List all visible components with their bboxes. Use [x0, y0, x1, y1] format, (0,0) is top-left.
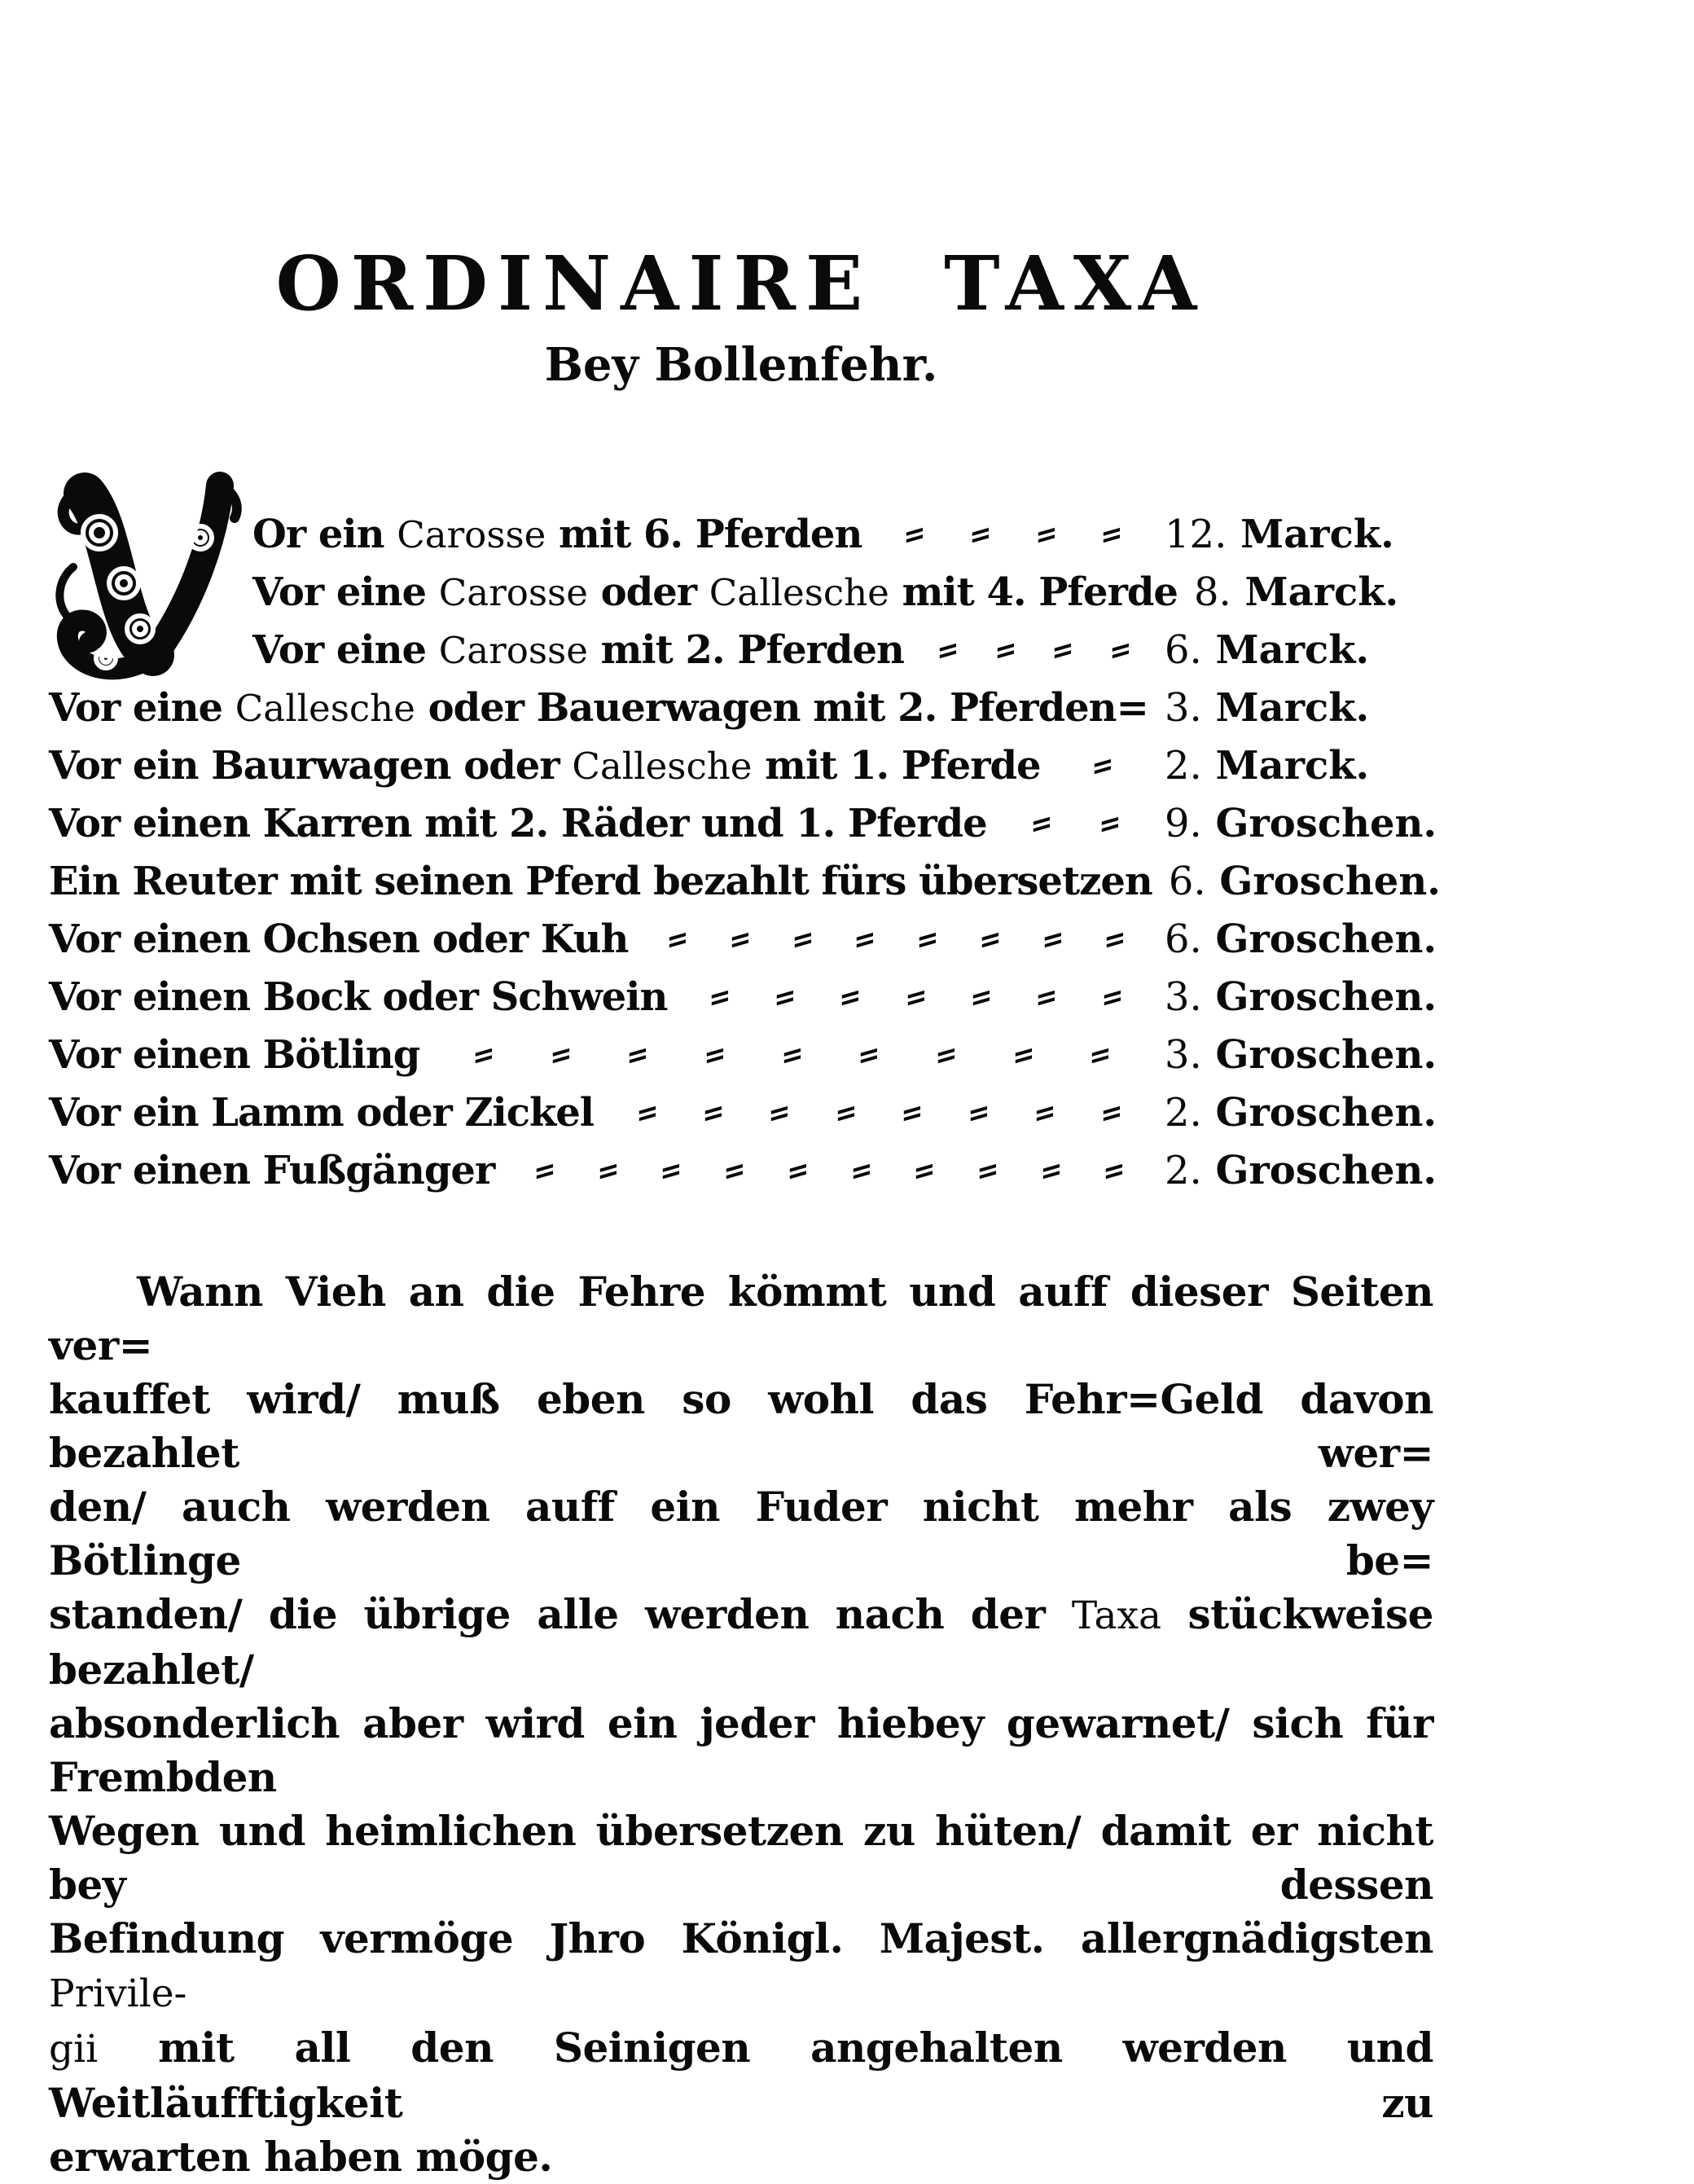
- paragraph-line: Befindung vermöge Jhro Königl. Majest. allergnädigsten Privile-: [49, 1914, 1433, 2016]
- leader-mark: =: [901, 1091, 924, 1134]
- leader-marks: [494, 1149, 1165, 1192]
- leader-mark: =: [1108, 628, 1132, 671]
- leader-mark: =: [849, 1149, 872, 1192]
- leader-mark: =: [550, 1033, 573, 1076]
- leader-mark: =: [839, 975, 862, 1018]
- leader-mark: =: [1103, 1149, 1126, 1192]
- leader-mark: =: [533, 1149, 556, 1192]
- woodcut-initial-illustration: [49, 469, 252, 679]
- leader-mark: =: [1100, 512, 1123, 556]
- tariff-item-label: Vor ein Baurwagen oder Callesche mit 1. Pferde: [49, 742, 1041, 789]
- leader-mark: =: [970, 975, 993, 1018]
- leader-mark: =: [666, 917, 689, 960]
- tariff-price: 3. Marck.: [1165, 684, 1370, 731]
- page-title: ORDINAIRE TAXA: [275, 239, 1207, 327]
- tariff-price: 3. Groschen.: [1165, 1031, 1437, 1078]
- leader-mark: =: [969, 512, 992, 556]
- leader-mark: =: [1099, 1091, 1123, 1134]
- page-subtitle: Bey Bollenfehr.: [544, 337, 938, 392]
- leader-mark: =: [768, 1091, 791, 1134]
- tariff-row: [49, 1026, 1437, 1084]
- paragraph-line: Wann Vieh an die Fehre kömmt und auff dieser Seiten ver=: [49, 1267, 1433, 1369]
- tariff-list: [49, 506, 1441, 1200]
- leader-mark: =: [976, 1149, 999, 1192]
- paragraph-line: gii mit all den Seinigen angehalten werden und Weitläufftigkeit zu: [49, 2023, 1433, 2127]
- leader-mark: =: [1034, 1091, 1056, 1134]
- leader-mark: =: [781, 1033, 804, 1076]
- paragraph-line: absonderlich aber wird ein jeder hiebey gewarnet/ sich für Frembden: [49, 1698, 1433, 1801]
- leader-mark: =: [723, 1149, 746, 1192]
- tariff-price: 2. Groschen.: [1165, 1147, 1437, 1193]
- leader-mark: =: [597, 1149, 620, 1192]
- paragraph-line: Wegen und heimlichen übersetzen zu hüten/ damit er nicht bey dessen: [49, 1806, 1433, 1909]
- leader-mark: =: [1034, 512, 1058, 556]
- tariff-item-label: Vor eine Callesche oder Bauerwagen mit 2. Pferden=: [49, 684, 1148, 731]
- leader-mark: =: [1041, 917, 1064, 960]
- tariff-item-label: Vor ein Lamm oder Zickel: [49, 1089, 595, 1136]
- tariff-price: 3. Groschen.: [1165, 973, 1437, 1020]
- leader-mark: =: [916, 917, 939, 960]
- text-block: [49, 0, 1441, 2184]
- tariff-item-label: Vor einen Ochsen oder Kuh: [49, 916, 629, 962]
- leader-mark: =: [935, 1033, 958, 1076]
- leader-mark: =: [835, 1091, 858, 1134]
- tariff-row: [49, 911, 1437, 969]
- tariff-row: [49, 1142, 1437, 1200]
- leader-mark: =: [979, 917, 1002, 960]
- leader-mark: =: [1089, 1033, 1112, 1076]
- leader-marks: [628, 917, 1165, 960]
- body-paragraph: [49, 1265, 1433, 2184]
- tariff-row: [252, 506, 1433, 564]
- tariff-row: [49, 679, 1433, 737]
- tariff-row: [49, 1084, 1437, 1142]
- tariff-price: 9. Groschen.: [1165, 800, 1437, 846]
- paragraph-line: erwarten haben möge.: [49, 2132, 553, 2181]
- leader-mark: =: [774, 975, 797, 1018]
- leader-marks: [594, 1091, 1165, 1134]
- ornate-initial-V: [49, 469, 252, 643]
- tariff-price: 6. Groschen.: [1168, 858, 1441, 904]
- tariff-item-label: Ein Reuter mit seinen Pferd bezahlt fürs übersetzen: [49, 858, 1152, 904]
- leader-mark: =: [937, 628, 959, 671]
- leader-mark: =: [729, 917, 752, 960]
- leader-mark: =: [1104, 917, 1126, 960]
- leader-marks: [419, 1033, 1165, 1076]
- leader-mark: =: [854, 917, 876, 960]
- leader-mark: =: [660, 1149, 682, 1192]
- leader-mark: =: [635, 1091, 659, 1134]
- leader-marks: [862, 512, 1165, 556]
- leader-mark: =: [1035, 975, 1058, 1018]
- tariff-row: [49, 737, 1433, 795]
- tariff-price: 2. Groschen.: [1165, 1089, 1437, 1136]
- tariff-rows: [49, 506, 1441, 1200]
- leader-mark: =: [1091, 744, 1114, 787]
- leader-mark: =: [913, 1149, 936, 1192]
- leader-mark: =: [1039, 1149, 1063, 1192]
- leader-mark: =: [1030, 802, 1053, 845]
- tariff-row: [49, 969, 1437, 1026]
- tariff-row: [252, 622, 1433, 679]
- leader-mark: =: [1051, 628, 1074, 671]
- tariff-price: 6. Marck.: [1165, 626, 1370, 673]
- leader-marks: [987, 802, 1165, 845]
- tariff-price: 2. Marck.: [1165, 742, 1370, 789]
- leader-mark: =: [702, 1091, 725, 1134]
- tariff-row: [252, 564, 1433, 622]
- leader-marks: [904, 628, 1165, 671]
- tariff-item-label: Vor eine Carosse mit 2. Pferden: [252, 626, 904, 673]
- paragraph-line: kauffet wird/ muß eben so wohl das Fehr=Geld davon bezahlet wer=: [49, 1374, 1433, 1477]
- leader-mark: =: [905, 975, 928, 1018]
- leader-mark: =: [709, 975, 731, 1018]
- leader-mark: =: [903, 512, 926, 556]
- leader-mark: =: [968, 1091, 990, 1134]
- leader-marks: [1041, 744, 1165, 787]
- tariff-price: 6. Groschen.: [1165, 916, 1437, 962]
- leader-mark: =: [858, 1033, 880, 1076]
- tariff-item-label: Or ein Carosse mit 6. Pferden: [252, 511, 862, 557]
- paragraph-line: den/ auch werden auff ein Fuder nicht mehr als zwey Bötlinge be=: [49, 1482, 1433, 1584]
- leader-mark: =: [792, 917, 814, 960]
- tariff-item-label: Vor einen Fußgänger: [49, 1147, 495, 1193]
- tariff-item-label: Vor einen Bock oder Schwein: [49, 973, 668, 1020]
- tariff-item-label: Vor einen Bötling: [49, 1031, 420, 1078]
- leader-mark: =: [994, 628, 1017, 671]
- tariff-price: 8. Marck.: [1193, 569, 1399, 615]
- leader-mark: =: [1098, 802, 1121, 845]
- tariff-row: [49, 853, 1441, 911]
- leader-marks: [667, 975, 1165, 1018]
- tariff-item-label: Vor eine Carosse oder Callesche mit 4. Pferde: [252, 569, 1178, 615]
- leader-mark: =: [626, 1033, 649, 1076]
- leader-mark: =: [704, 1033, 726, 1076]
- tariff-row: [49, 795, 1437, 853]
- paragraph-line: standen/ die übrige alle werden nach der Taxa stückweise bezahlet/: [49, 1589, 1433, 1694]
- leader-mark: =: [1100, 975, 1124, 1018]
- leader-mark: =: [472, 1033, 495, 1076]
- tariff-price: 12. Marck.: [1165, 511, 1394, 557]
- leader-mark: =: [787, 1149, 810, 1192]
- leader-mark: =: [1012, 1033, 1035, 1076]
- tariff-item-label: Vor einen Karren mit 2. Räder und 1. Pferde: [49, 800, 987, 846]
